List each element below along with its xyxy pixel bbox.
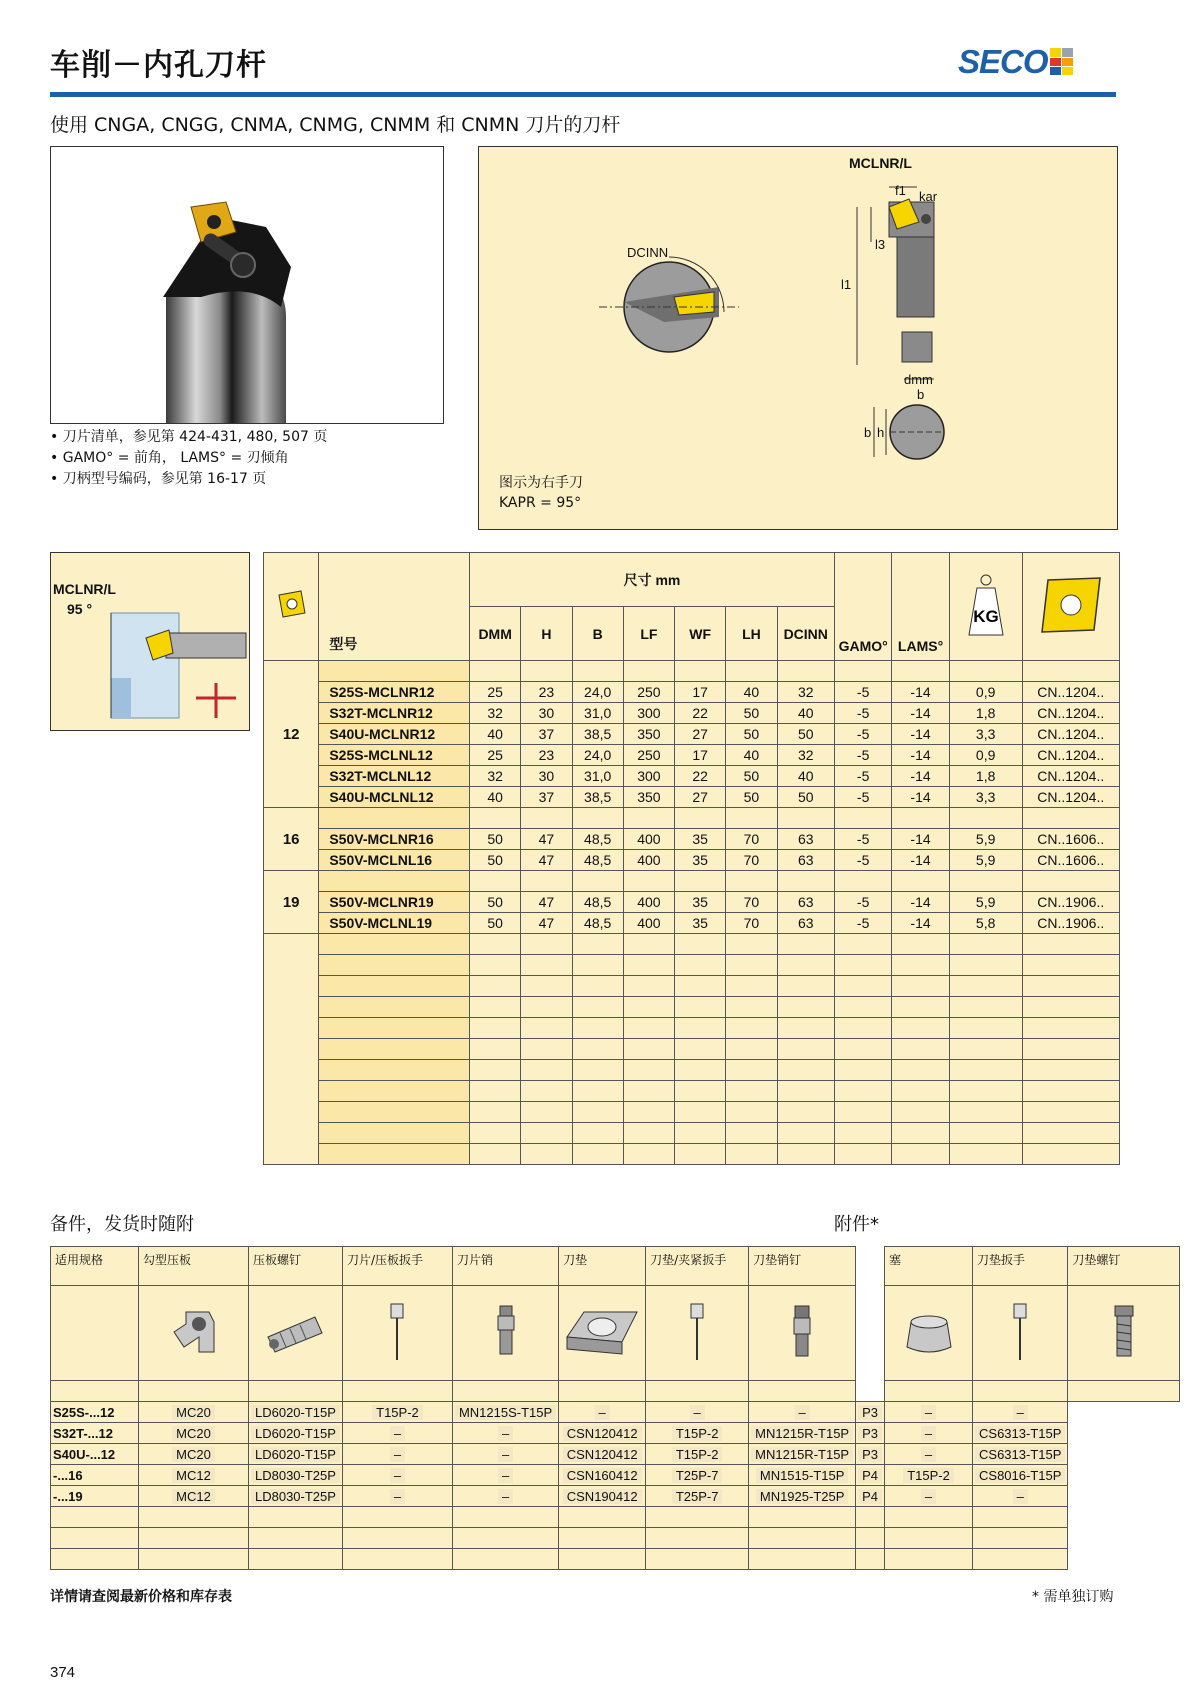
parts-cell: CS6313-T15P — [973, 1444, 1068, 1465]
cell-lf: 350 — [623, 724, 674, 745]
cell-kg: 1,8 — [949, 703, 1022, 724]
boring-bar-illustration — [51, 147, 443, 423]
cell-wf: 27 — [675, 724, 726, 745]
parts-cell: – — [973, 1402, 1068, 1423]
parts-row — [51, 1486, 1180, 1507]
cell-insert: CN..1906.. — [1022, 892, 1119, 913]
insert-large-icon — [1036, 574, 1106, 636]
cell-insert: CN..1606.. — [1022, 829, 1119, 850]
parts-cell: – — [342, 1465, 452, 1486]
parts-cell: – — [885, 1402, 973, 1423]
table-row — [264, 829, 1120, 850]
dims-header: 尺寸 mm — [470, 553, 835, 607]
parts-cell: P3 — [856, 1402, 885, 1423]
shim-wrench-icon — [973, 1286, 1068, 1381]
note-item: • 刀柄型号编码，参见第 16-17 页 — [50, 471, 267, 487]
mini-diagram — [50, 552, 250, 731]
cell-dcinn: 50 — [777, 787, 834, 808]
cell-dcinn: 63 — [777, 892, 834, 913]
cell-dmm: 50 — [470, 850, 521, 871]
parts-empty-row — [51, 1507, 1180, 1528]
dimension-diagram — [478, 146, 1118, 530]
parts-cell: MN1215R-T15P — [749, 1444, 856, 1465]
cell-b: 48,5 — [572, 913, 623, 934]
tool-code: S50V-MCLNL16 — [319, 850, 470, 871]
parts-cell: – — [452, 1486, 558, 1507]
tool-code: S25S-MCLNL12 — [319, 745, 470, 766]
cell-h: 23 — [521, 745, 572, 766]
shim-icon — [559, 1286, 646, 1381]
label-kar: kar — [919, 189, 938, 204]
mini-angle: 95 ° — [67, 601, 93, 617]
label-dmm: dmm — [904, 372, 933, 387]
cell-wf: 35 — [675, 913, 726, 934]
parts-header: 刀垫销钉 — [749, 1247, 856, 1286]
table-row — [264, 703, 1120, 724]
parts-cell: LD6020-T15P — [249, 1444, 343, 1465]
col-dcinn: DCINN — [777, 607, 834, 661]
parts-header: 勾型压板 — [139, 1247, 249, 1286]
product-photo — [50, 146, 444, 424]
cell-h: 47 — [521, 892, 572, 913]
table-spacer-row — [264, 1081, 1120, 1102]
parts-cell: T15P-2 — [646, 1423, 749, 1444]
cell-dcinn: 50 — [777, 724, 834, 745]
tool-table — [263, 552, 1120, 1165]
label-b: b — [917, 387, 925, 402]
parts-table — [50, 1246, 1180, 1570]
label-dcinn: DCINN — [627, 245, 669, 260]
parts-cell: – — [452, 1444, 558, 1465]
label-l1: l1 — [841, 277, 852, 292]
cell-lh: 40 — [726, 745, 777, 766]
cell-insert: CN..1204.. — [1022, 682, 1119, 703]
cell-gamo: -5 — [834, 703, 891, 724]
cell-lh: 40 — [726, 682, 777, 703]
cell-lf: 400 — [623, 892, 674, 913]
cell-lf: 300 — [623, 703, 674, 724]
table-row — [264, 892, 1120, 913]
cell-dmm: 25 — [470, 745, 521, 766]
seco-logo — [958, 44, 1074, 80]
parts-cell: CS6313-T15P — [973, 1423, 1068, 1444]
insert-yellow-header — [1022, 553, 1119, 661]
page-subtitle: 使用 CNGA, CNGG, CNMA, CNMG, CNMM 和 CNMN 刀片的刀杆 — [50, 114, 621, 136]
cell-dcinn: 63 — [777, 850, 834, 871]
parts-row — [51, 1423, 1180, 1444]
parts-cell: MC20 — [139, 1402, 249, 1423]
cell-b: 31,0 — [572, 703, 623, 724]
cell-kg: 1,8 — [949, 766, 1022, 787]
parts-cell: CSN190412 — [559, 1486, 646, 1507]
table-row — [264, 745, 1120, 766]
cell-gamo: -5 — [834, 829, 891, 850]
parts-cell: T15P-2 — [646, 1444, 749, 1465]
cell-lh: 70 — [726, 913, 777, 934]
mini-drawing — [51, 608, 249, 728]
parts-cell: – — [342, 1444, 452, 1465]
cell-h: 37 — [521, 787, 572, 808]
cell-lams: -14 — [892, 892, 949, 913]
parts-cell: – — [646, 1402, 749, 1423]
parts-pic-empty — [51, 1286, 139, 1381]
insert-shape-icon — [273, 587, 309, 623]
parts-cell: – — [342, 1423, 452, 1444]
cell-b: 48,5 — [572, 850, 623, 871]
shim-screw-icon — [1068, 1286, 1180, 1381]
cell-kg: 5,9 — [949, 829, 1022, 850]
header-rule — [50, 92, 1116, 97]
parts-row — [51, 1402, 1180, 1423]
tool-code: S50V-MCLNL19 — [319, 913, 470, 934]
table-spacer-row — [264, 1123, 1120, 1144]
cell-lh: 50 — [726, 724, 777, 745]
cell-wf: 35 — [675, 892, 726, 913]
parts-row — [51, 1465, 1180, 1486]
cell-lh: 50 — [726, 766, 777, 787]
col-dmm: DMM — [470, 607, 521, 661]
weight-header — [949, 553, 1022, 661]
table-spacer-row — [264, 1144, 1120, 1165]
cell-kg: 0,9 — [949, 745, 1022, 766]
parts-cell: – — [885, 1423, 973, 1444]
parts-cell: T25P-7 — [646, 1465, 749, 1486]
table-row — [264, 850, 1120, 871]
cell-dcinn: 63 — [777, 913, 834, 934]
table-spacer-row — [264, 955, 1120, 976]
parts-header: 刀垫螺钉 — [1068, 1247, 1180, 1286]
parts-cell: T15P-2 — [885, 1465, 973, 1486]
parts-row — [51, 1444, 1180, 1465]
cell-lf: 400 — [623, 913, 674, 934]
parts-empty-row — [51, 1549, 1180, 1570]
parts-cell: P4 — [856, 1486, 885, 1507]
cell-insert: CN..1204.. — [1022, 745, 1119, 766]
table-row — [264, 913, 1120, 934]
page-title: 车削－内孔刀杆 — [50, 48, 267, 83]
cell-kg: 5,8 — [949, 913, 1022, 934]
plug-icon — [885, 1286, 973, 1381]
cell-gamo: -5 — [834, 724, 891, 745]
cell-dmm: 50 — [470, 913, 521, 934]
cell-dmm: 50 — [470, 829, 521, 850]
parts-spec: -...19 — [51, 1486, 139, 1507]
table-spacer-row — [264, 871, 1120, 892]
tool-code: S50V-MCLNR19 — [319, 892, 470, 913]
cell-dcinn: 40 — [777, 703, 834, 724]
cell-b: 48,5 — [572, 829, 623, 850]
cell-kg: 3,3 — [949, 787, 1022, 808]
cell-wf: 17 — [675, 682, 726, 703]
model-header: 型号 — [319, 553, 470, 661]
parts-cell: MN1215S-T15P — [452, 1402, 558, 1423]
cell-lams: -14 — [892, 745, 949, 766]
cell-h: 23 — [521, 682, 572, 703]
parts-cell: P3 — [856, 1423, 885, 1444]
notes-list — [50, 427, 327, 490]
weight-label: KG — [972, 607, 999, 626]
cell-insert: CN..1204.. — [1022, 703, 1119, 724]
parts-cell: MC12 — [139, 1465, 249, 1486]
cell-insert: CN..1606.. — [1022, 850, 1119, 871]
cell-gamo: -5 — [834, 913, 891, 934]
label-h: h — [877, 425, 885, 440]
cell-dmm: 50 — [470, 892, 521, 913]
parts-gap — [856, 1247, 885, 1402]
cell-b: 24,0 — [572, 682, 623, 703]
col-h: H — [521, 607, 572, 661]
parts-cell: MC12 — [139, 1486, 249, 1507]
cell-lams: -14 — [892, 682, 949, 703]
cell-lh: 50 — [726, 703, 777, 724]
cell-h: 47 — [521, 913, 572, 934]
parts-cell: P4 — [856, 1465, 885, 1486]
parts-cell: – — [973, 1486, 1068, 1507]
cell-h: 37 — [521, 724, 572, 745]
parts-cell: MN1925-T25P — [749, 1486, 856, 1507]
cell-lf: 250 — [623, 745, 674, 766]
table-row — [264, 682, 1120, 703]
logo-text: SECO — [958, 43, 1048, 80]
cell-wf: 35 — [675, 829, 726, 850]
col-lams: LAMS° — [892, 553, 949, 661]
cell-lf: 350 — [623, 787, 674, 808]
cell-lams: -14 — [892, 724, 949, 745]
table-spacer-row — [264, 934, 1120, 955]
table-spacer-row — [264, 1018, 1120, 1039]
parts-cell: T15P-2 — [342, 1402, 452, 1423]
parts-cell: – — [452, 1465, 558, 1486]
note-item: • GAMO° = 前角， LAMS° = 刃倾角 — [50, 450, 289, 466]
cell-lams: -14 — [892, 703, 949, 724]
mini-title-text: MCLNR/L — [53, 581, 116, 597]
cell-lh: 70 — [726, 829, 777, 850]
cell-wf: 22 — [675, 766, 726, 787]
parts-cell: – — [342, 1486, 452, 1507]
table-row — [264, 724, 1120, 745]
parts-header: 刀片/压板扳手 — [342, 1247, 452, 1286]
clamp-icon — [139, 1286, 249, 1381]
parts-header: 刀垫/夹紧扳手 — [646, 1247, 749, 1286]
cell-insert: CN..1204.. — [1022, 787, 1119, 808]
parts-cell: LD6020-T15P — [249, 1423, 343, 1444]
parts-spec: S25S-...12 — [51, 1402, 139, 1423]
parts-cell: T25P-7 — [646, 1486, 749, 1507]
tool-code: S40U-MCLNR12 — [319, 724, 470, 745]
parts-cell: P3 — [856, 1444, 885, 1465]
parts-empty-row — [51, 1528, 1180, 1549]
cell-lams: -14 — [892, 913, 949, 934]
col-b: B — [572, 607, 623, 661]
cell-kg: 5,9 — [949, 850, 1022, 871]
footer-asterisk-note: * 需单独订购 — [1032, 1589, 1114, 1605]
cell-b: 31,0 — [572, 766, 623, 787]
parts-header: 刀垫 — [559, 1247, 646, 1286]
cell-lams: -14 — [892, 787, 949, 808]
weight-icon — [959, 570, 1013, 640]
cell-wf: 17 — [675, 745, 726, 766]
parts-cell: – — [452, 1423, 558, 1444]
cell-gamo: -5 — [834, 787, 891, 808]
cell-dmm: 40 — [470, 724, 521, 745]
col-gamo: GAMO° — [834, 553, 891, 661]
tool-code: S40U-MCLNL12 — [319, 787, 470, 808]
tool-code: S32T-MCLNL12 — [319, 766, 470, 787]
parts-cell: CSN120412 — [559, 1423, 646, 1444]
tool-code: S32T-MCLNR12 — [319, 703, 470, 724]
parts-cell: MC20 — [139, 1444, 249, 1465]
table-row — [264, 766, 1120, 787]
footer-note: 详情请查阅最新价格和库存表 — [50, 1589, 232, 1605]
cell-dcinn: 40 — [777, 766, 834, 787]
parts-spec: S32T-...12 — [51, 1423, 139, 1444]
insert-size-group: 19 — [264, 871, 319, 934]
caption-line: KAPR = 95° — [499, 495, 582, 511]
cell-lf: 400 — [623, 829, 674, 850]
cell-wf: 27 — [675, 787, 726, 808]
table-spacer-row — [264, 1102, 1120, 1123]
cell-dcinn: 32 — [777, 745, 834, 766]
parts-header: 刀垫扳手 — [973, 1247, 1068, 1286]
parts-cell: CSN120412 — [559, 1444, 646, 1465]
cell-kg: 3,3 — [949, 724, 1022, 745]
insert-size-group: 12 — [264, 661, 319, 808]
cell-b: 24,0 — [572, 745, 623, 766]
table-row — [264, 787, 1120, 808]
cell-gamo: -5 — [834, 745, 891, 766]
logo-squares-icon — [1050, 48, 1074, 76]
shim-key-icon — [646, 1286, 749, 1381]
parts-cell: MC20 — [139, 1423, 249, 1444]
cell-insert: CN..1906.. — [1022, 913, 1119, 934]
table-body — [264, 661, 1120, 1165]
tool-code: S50V-MCLNR16 — [319, 829, 470, 850]
parts-header: 塞 — [885, 1247, 973, 1286]
cell-lh: 70 — [726, 892, 777, 913]
caption-line: 图示为右手刀 — [499, 475, 583, 491]
cell-wf: 35 — [675, 850, 726, 871]
insert-size-group: 16 — [264, 808, 319, 871]
cell-h: 30 — [521, 766, 572, 787]
clamp-screw-icon — [249, 1286, 343, 1381]
parts-header: 刀片销 — [452, 1247, 558, 1286]
cell-h: 47 — [521, 850, 572, 871]
cell-lh: 50 — [726, 787, 777, 808]
table-spacer-row — [264, 661, 1120, 682]
table-spacer-row — [264, 1060, 1120, 1081]
parts-cell: LD6020-T15P — [249, 1402, 343, 1423]
cell-lf: 400 — [623, 850, 674, 871]
cell-gamo: -5 — [834, 892, 891, 913]
parts-section-title: 备件，发货时随附 — [50, 1214, 194, 1235]
cell-gamo: -5 — [834, 682, 891, 703]
cell-dmm: 25 — [470, 682, 521, 703]
note-item: • 刀片清单，参见第 424-431, 480, 507 页 — [50, 429, 328, 445]
cell-insert: CN..1204.. — [1022, 766, 1119, 787]
cell-h: 47 — [521, 829, 572, 850]
parts-spec: S40U-...12 — [51, 1444, 139, 1465]
col-lh: LH — [726, 607, 777, 661]
cell-b: 38,5 — [572, 724, 623, 745]
diagram-caption — [499, 473, 583, 513]
cell-gamo: -5 — [834, 850, 891, 871]
parts-body — [51, 1402, 1180, 1570]
parts-header: 适用规格 — [51, 1247, 139, 1286]
parts-cell: LD8030-T25P — [249, 1486, 343, 1507]
cell-lams: -14 — [892, 766, 949, 787]
diagram-title: MCLNR/L — [849, 155, 912, 171]
cell-wf: 22 — [675, 703, 726, 724]
col-wf: WF — [675, 607, 726, 661]
page-number: 374 — [50, 1664, 76, 1681]
parts-cell: MN1215R-T15P — [749, 1423, 856, 1444]
parts-header: 压板螺钉 — [249, 1247, 343, 1286]
shim-pin-icon — [749, 1286, 856, 1381]
insert-icon-header — [264, 553, 319, 661]
cell-b: 48,5 — [572, 892, 623, 913]
cell-kg: 0,9 — [949, 682, 1022, 703]
label-f1: f1 — [895, 183, 906, 198]
tool-code: S25S-MCLNR12 — [319, 682, 470, 703]
parts-cell: CS8016-T15P — [973, 1465, 1068, 1486]
table-spacer-row — [264, 808, 1120, 829]
label-l3: l3 — [875, 237, 886, 252]
cell-b: 38,5 — [572, 787, 623, 808]
insert-pin-icon — [452, 1286, 558, 1381]
parts-cell: – — [885, 1486, 973, 1507]
cell-lf: 300 — [623, 766, 674, 787]
cell-h: 30 — [521, 703, 572, 724]
cell-gamo: -5 — [834, 766, 891, 787]
parts-cell: LD8030-T25P — [249, 1465, 343, 1486]
cell-lf: 250 — [623, 682, 674, 703]
table-spacer-row — [264, 1039, 1120, 1060]
label-b-side: b — [864, 425, 872, 440]
table-spacer-row — [264, 997, 1120, 1018]
cell-lams: -14 — [892, 850, 949, 871]
dimension-drawing — [479, 147, 1117, 467]
torx-key-icon — [342, 1286, 452, 1381]
parts-cell: MN1515-T15P — [749, 1465, 856, 1486]
col-lf: LF — [623, 607, 674, 661]
cell-dmm: 40 — [470, 787, 521, 808]
parts-cell: – — [559, 1402, 646, 1423]
table-spacer-row — [264, 976, 1120, 997]
cell-dcinn: 63 — [777, 829, 834, 850]
cell-lams: -14 — [892, 829, 949, 850]
cell-kg: 5,9 — [949, 892, 1022, 913]
parts-cell: CSN160412 — [559, 1465, 646, 1486]
parts-cell: – — [885, 1444, 973, 1465]
accessories-title: 附件* — [834, 1214, 879, 1235]
cell-insert: CN..1204.. — [1022, 724, 1119, 745]
cell-dmm: 32 — [470, 703, 521, 724]
parts-spec: -...16 — [51, 1465, 139, 1486]
cell-dmm: 32 — [470, 766, 521, 787]
parts-cell: – — [749, 1402, 856, 1423]
cell-lh: 70 — [726, 850, 777, 871]
cell-dcinn: 32 — [777, 682, 834, 703]
